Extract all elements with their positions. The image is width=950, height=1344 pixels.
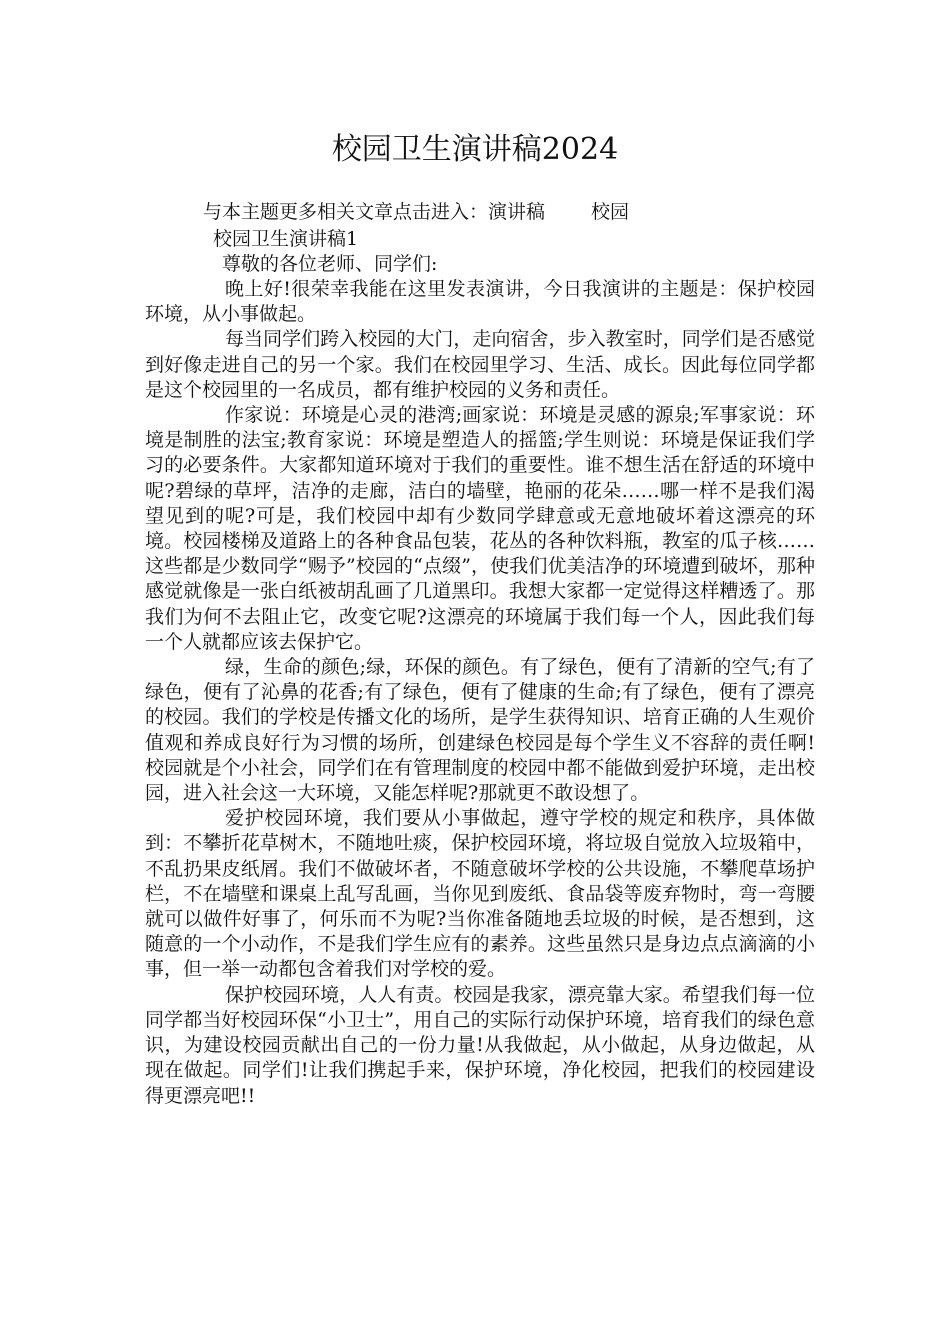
paragraph-3: 作家说：环境是心灵的港湾;画家说：环境是灵感的源泉;军事家说：环境是制胜的法宝;教育家说：环境是塑造人的摇篮;学生则说：环境是保证我们学习的必要条件。大家都知道环境对于我们的重要性。谁不想生活在舒适的环境中呢?碧绿的草坪，洁净的走廊，洁白的墙壁，艳丽的花朵……哪一样不是我们渴望见到的呢?可是，我们校园中却有少数同学肆意或无意地破坏着这漂亮的环境。校园楼梯及道路上的各种食品包装，花丛的各种饮料瓶，教室的瓜子核……这些都是少数同学“赐予”校园的“点缀”，使我们优美洁净的环境遭到破坏，那种感觉就像是一张白纸被胡乱画了几道黑印。我想大家都一定觉得这样糟透了。那我们为何不去阻止它，改变它呢?这漂亮的环境属于我们每一个人，因此我们每一个人就都应该去保护它。: [145, 404, 815, 653]
related-link-speech[interactable]: 演讲稿: [488, 201, 546, 223]
paragraph-6: 保护校园环境，人人有责。校园是我家，漂亮靠大家。希望我们每一位同学都当好校园环保“小卫士”，用自己的实际行动保护环境，培育我们的绿色意识，为建设校园贡献出自己的一份力量!从我做起，从小做起，从身边做起，从现在做起。同学们!让我们携起手来，保护环境，净化校园，把我们的校园建设得更漂亮吧!!: [145, 983, 815, 1107]
greeting-line: 尊敬的各位老师、同学们:: [222, 253, 438, 275]
related-link-campus[interactable]: 校园: [591, 201, 630, 223]
paragraph-1: 晚上好!很荣幸我能在这里发表演讲，今日我演讲的主题是：保护校园环境，从小事做起。: [145, 278, 815, 326]
paragraph-4: 绿，生命的颜色;绿，环保的颜色。有了绿色，便有了清新的空气;有了绿色，便有了沁鼻的花香;有了绿色，便有了健康的生命;有了绿色，便有了漂亮的校园。我们的学校是传播文化的场所，是学生获得知识、培育正确的人生观价值观和养成良好行为习惯的场所，创建绿色校园是每个学生义不容辞的责任啊!校园就是个小社会，同学们在有管理制度的校园中都不能做到爱护环境，走出校园，进入社会这一大环境，又能怎样呢?那就更不敢设想了。: [145, 656, 815, 805]
related-articles-prefix: 与本主题更多相关文章点击进入：: [203, 201, 489, 223]
document-title: 校园卫生演讲稿2024: [331, 132, 619, 167]
related-articles-line: [203, 199, 629, 225]
section-subtitle: 校园卫生演讲稿1: [213, 228, 359, 250]
paragraph-2: 每当同学们跨入校园的大门，走向宿舍，步入教室时，同学们是否感觉到好像走进自己的另一个家。我们在校园里学习、生活、成长。因此每位同学都是这个校园里的一名成员，都有维护校园的义务和责任。: [145, 328, 815, 401]
paragraph-5: 爱护校园环境，我们要从小事做起，遵守学校的规定和秩序，具体做到：不攀折花草树木，不随地吐痰，保护校园环境，将垃圾自觉放入垃圾箱中，不乱扔果皮纸屑。我们不做破坏者，不随意破坏学校的公共设施，不攀爬草场护栏，不在墙壁和课桌上乱写乱画，当你见到废纸、食品袋等废弃物时，弯一弯腰就可以做件好事了，何乐而不为呢?当你准备随地丢垃圾的时候，是否想到，这随意的一个小动作，不是我们学生应有的素养。这些虽然只是身边点点滴滴的小事，但一举一动都包含着我们对学校的爱。: [145, 807, 815, 981]
speech-body: [145, 277, 815, 1109]
